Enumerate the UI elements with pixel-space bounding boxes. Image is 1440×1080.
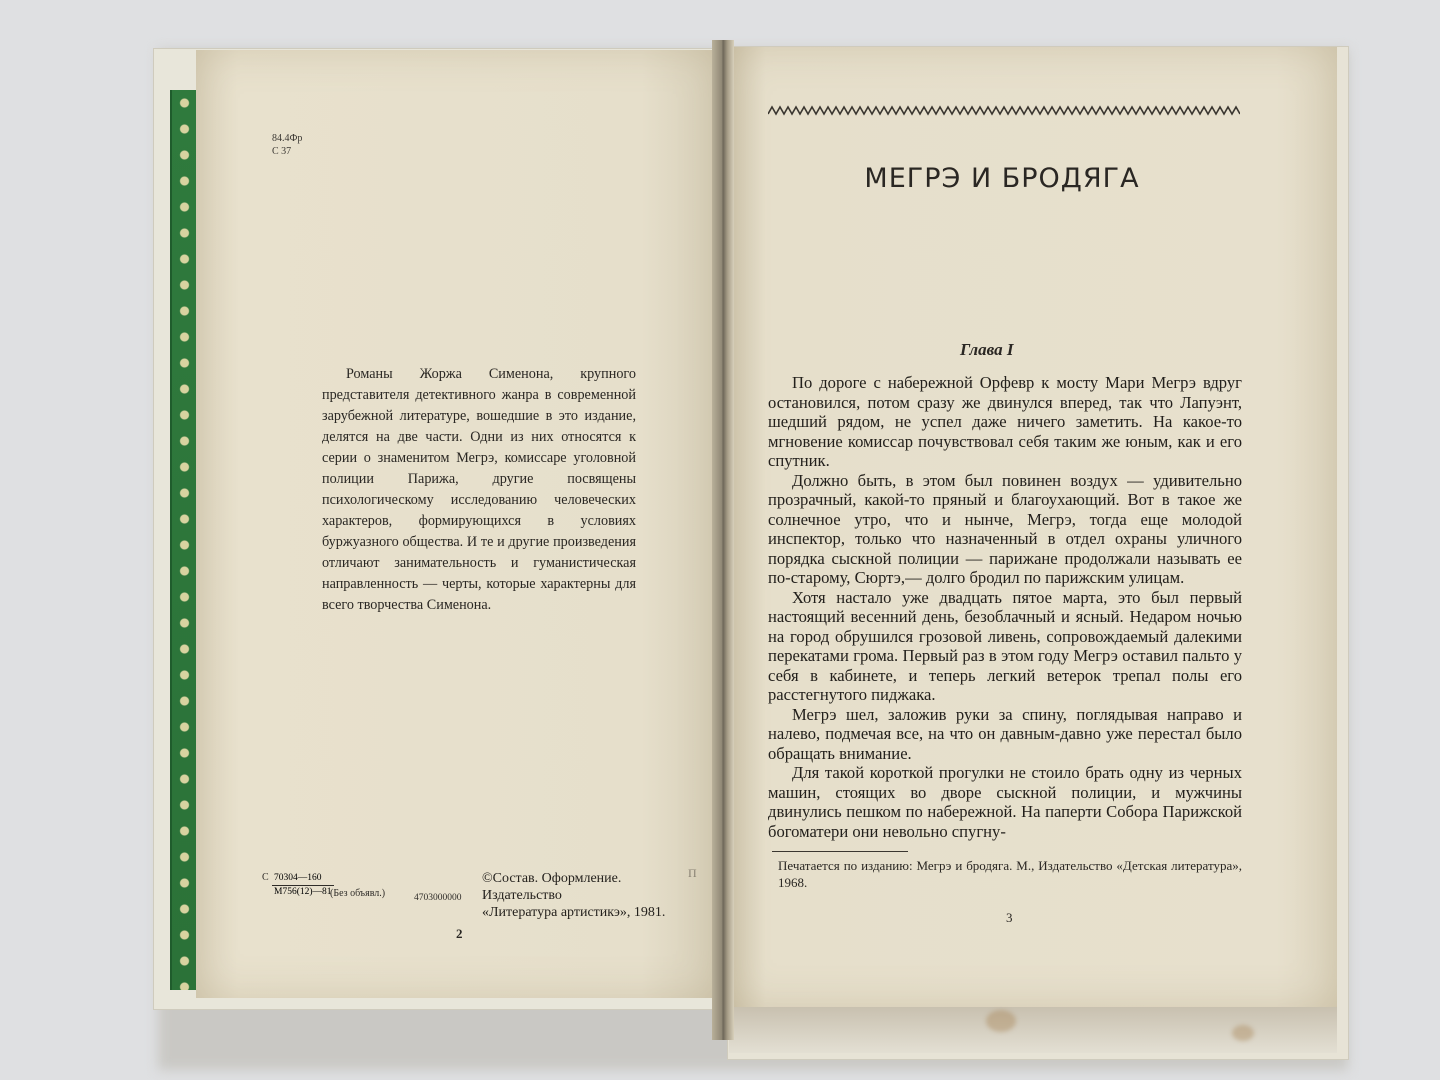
decorative-zigzag-rule <box>768 104 1240 118</box>
chapter-heading: Глава I <box>960 340 1014 359</box>
paper-stain <box>986 1010 1016 1032</box>
classification-code <box>272 132 302 158</box>
chapter-body <box>768 373 1242 841</box>
isbn-code: 4703000000 <box>414 893 462 903</box>
publisher-block <box>482 870 665 921</box>
paragraph: По дороге с набережной Орфевр к мосту Мари Мегрэ вдруг остановился, потом сразу же двинулся вперед, так что Лапуэнт, шедший рядом, не успел даже ничего заметить. На какое-то мгновение комиссар почувствовал себя таким же юным, как и его спутник. <box>768 373 1242 470</box>
copyright-denominator: М756(12)—81 <box>274 887 332 897</box>
publisher-line2: Издательство <box>482 888 562 903</box>
paper-stain <box>1232 1025 1254 1041</box>
copyright-fraction <box>272 872 334 899</box>
footnote-text: Печатается по изданию: Мегрэ и бродяга. М., Издательство «Детская литература», 1968. <box>778 858 1242 890</box>
classification-code-line1: 84.4Фр <box>272 133 303 144</box>
annotation-text: Романы Жоржа Сименона, крупного представителя детективного жанра в современной зарубежной литературе, вошедшие в это издание, делятся на две части. Одни из них относятся к серии о знаменитом Мегрэ, комиссаре уголовной полиции Парижа, другие посвящены психологическому исследованию человеческих характеров, формирующихся в условиях буржуазного общества. И те и другие произведения отличают занимательность и гуманистическая направленность — черты, которые характерны для всего творчества Сименона. <box>322 366 636 613</box>
copyright-note: (Без объявл.) <box>330 888 386 899</box>
book-annotation <box>322 364 636 616</box>
publisher-line1: ©Состав. Оформление. <box>482 871 622 886</box>
copyright-prefix: С <box>262 872 269 883</box>
paragraph: Для такой короткой прогулки не стоило брать одну из черных машин, стоящих во дворе сыскной полиции, и мужчины двинулись пешком по набережной. На паперти Собора Парижской богоматери они невольно спугну- <box>768 763 1242 841</box>
page-mark: П <box>688 866 697 880</box>
copyright-numerator: 70304—160 <box>272 872 334 886</box>
publisher-line3: «Литература артистикэ», 1981. <box>482 905 666 920</box>
paragraph: Хотя настало уже двадцать пятое марта, это был первый настоящий весенний день, безоблачный и ясный. Недаром ночью на город обрушился грозовой ливень, сопровождаемый далекими перекатами грома. Первый раз в этом году Мегрэ оставил пальто у себя в кабинете, и теперь легкий ветерок трепал полы его расстегнутого пиджака. <box>768 587 1242 704</box>
paragraph: Должно быть, в этом был повинен воздух — удивительно прозрачный, какой-то пряный и благоухающий. Вот в такое же солнечное утро, что и нынче, Мегрэ, тогда еще молодой инспектор, только что назначенный в отдел охраны уличного порядка сыскной полиции — парижане продолжали называть ее по-старому, Сюртэ,— долго бродил по парижским улицам. <box>768 470 1242 587</box>
book-gutter <box>712 40 734 1040</box>
classification-code-line2: С 37 <box>272 146 292 157</box>
footnote-divider <box>772 851 908 852</box>
footnote <box>778 857 1242 891</box>
page-number-right: 3 <box>1006 910 1013 925</box>
spine-decorative-stripe <box>170 90 199 990</box>
page-number-left: 2 <box>456 926 463 941</box>
book-title: МЕГРЭ И БРОДЯГА <box>864 163 1140 194</box>
paragraph: Мегрэ шел, заложив руки за спину, поглядывая направо и налево, подмечая все, на что он давным-давно уже перестал было обращать внимание. <box>768 704 1242 763</box>
